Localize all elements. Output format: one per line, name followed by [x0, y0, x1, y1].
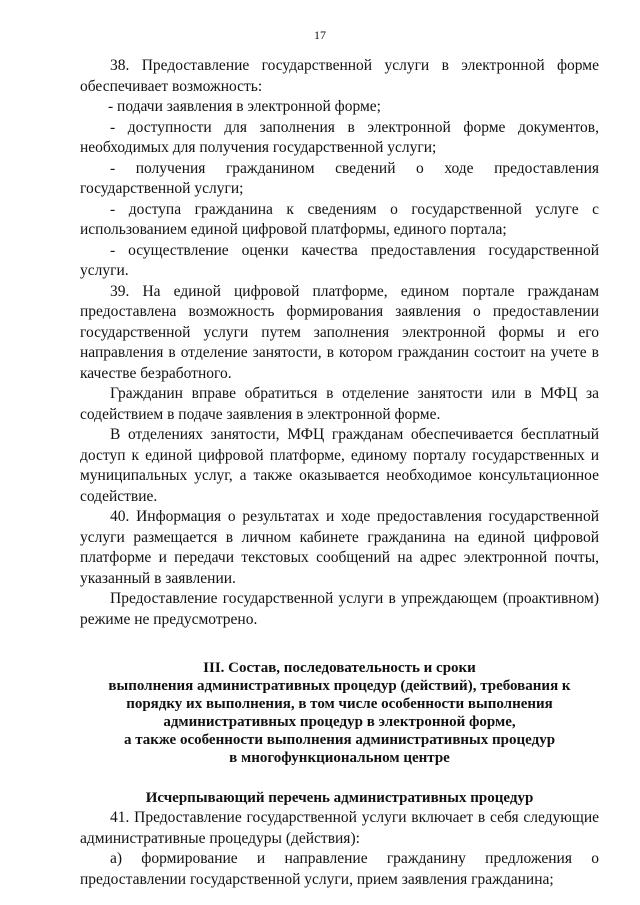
list-item-submission: - подачи заявления в электронной форме;: [108, 98, 381, 115]
list-item-documents: - доступности для заполнения в электронной форме документов, необходимых для получения государственной услуги;: [80, 118, 599, 156]
section-heading-line: III. Состав, последовательность и сроки: [203, 660, 476, 676]
paragraph-41: 41. Предоставление государственной услуги включает в себя следующие административные процедуры (действия):: [80, 809, 599, 847]
paragraph-38: 38. Предоставление государственной услуги в электронной форме обеспечивает возможность:: [80, 57, 599, 95]
paragraph-citizen-right: Гражданин вправе обратиться в отделение занятости или в МФЦ за содействием в подаче заявления в электронной форме.: [80, 385, 599, 423]
paragraph-proactive: Предоставление государственной услуги в упреждающем (проактивном) режиме не предусмотрено.: [80, 590, 599, 628]
section-heading-line: порядку их выполнения, в том числе особенности выполнения: [126, 696, 553, 712]
document-body: [80, 56, 599, 890]
list-item-access: - доступа гражданина к сведениям о государственной услуге с использованием единой цифровой платформы, единого портала;: [80, 200, 599, 238]
list-item-quality: - осуществление оценки качества предоставления государственной услуги.: [80, 241, 599, 279]
section-heading-line: административных процедур в электронной форме,: [163, 714, 516, 730]
page-number: 17: [314, 28, 326, 42]
section-heading: [80, 659, 599, 767]
list-item-status-info: - получения гражданином сведений о ходе предоставления государственной услуги;: [80, 159, 599, 197]
list-item-a: а) формирование и направление гражданину предложения о предоставлении государственной услуги, прием заявления гражданина;: [80, 850, 599, 888]
paragraph-free-access: В отделениях занятости, МФЦ гражданам обеспечивается бесплатный доступ к единой цифровой платформе, единому порталу государственных и муниципальных услуг, а также оказывается необходимое консультационное содействие.: [80, 426, 599, 505]
paragraph-40: 40. Информация о результатах и ходе предоставления государственной услуги размещается в личном кабинете гражданина на единой цифровой платформе и передачи текстовых сообщений на адрес электронной почты, указанный в заявлении.: [80, 508, 599, 587]
paragraph-39: 39. На единой цифровой платформе, едином портале гражданам предоставлена возможность формирования заявления о предоставлении государственной услуги путем заполнения электронной формы и его направления в отделение занятости, в котором гражданин состоит на учете в качестве безработного.: [80, 282, 599, 382]
section-heading-line: в многофункциональном центре: [229, 750, 450, 766]
section-heading-line: выполнения административных процедур (действий), требования к: [108, 678, 571, 694]
section-heading-line: а также особенности выполнения административных процедур: [123, 732, 556, 748]
subheading: Исчерпывающий перечень административных процедур: [145, 790, 534, 806]
